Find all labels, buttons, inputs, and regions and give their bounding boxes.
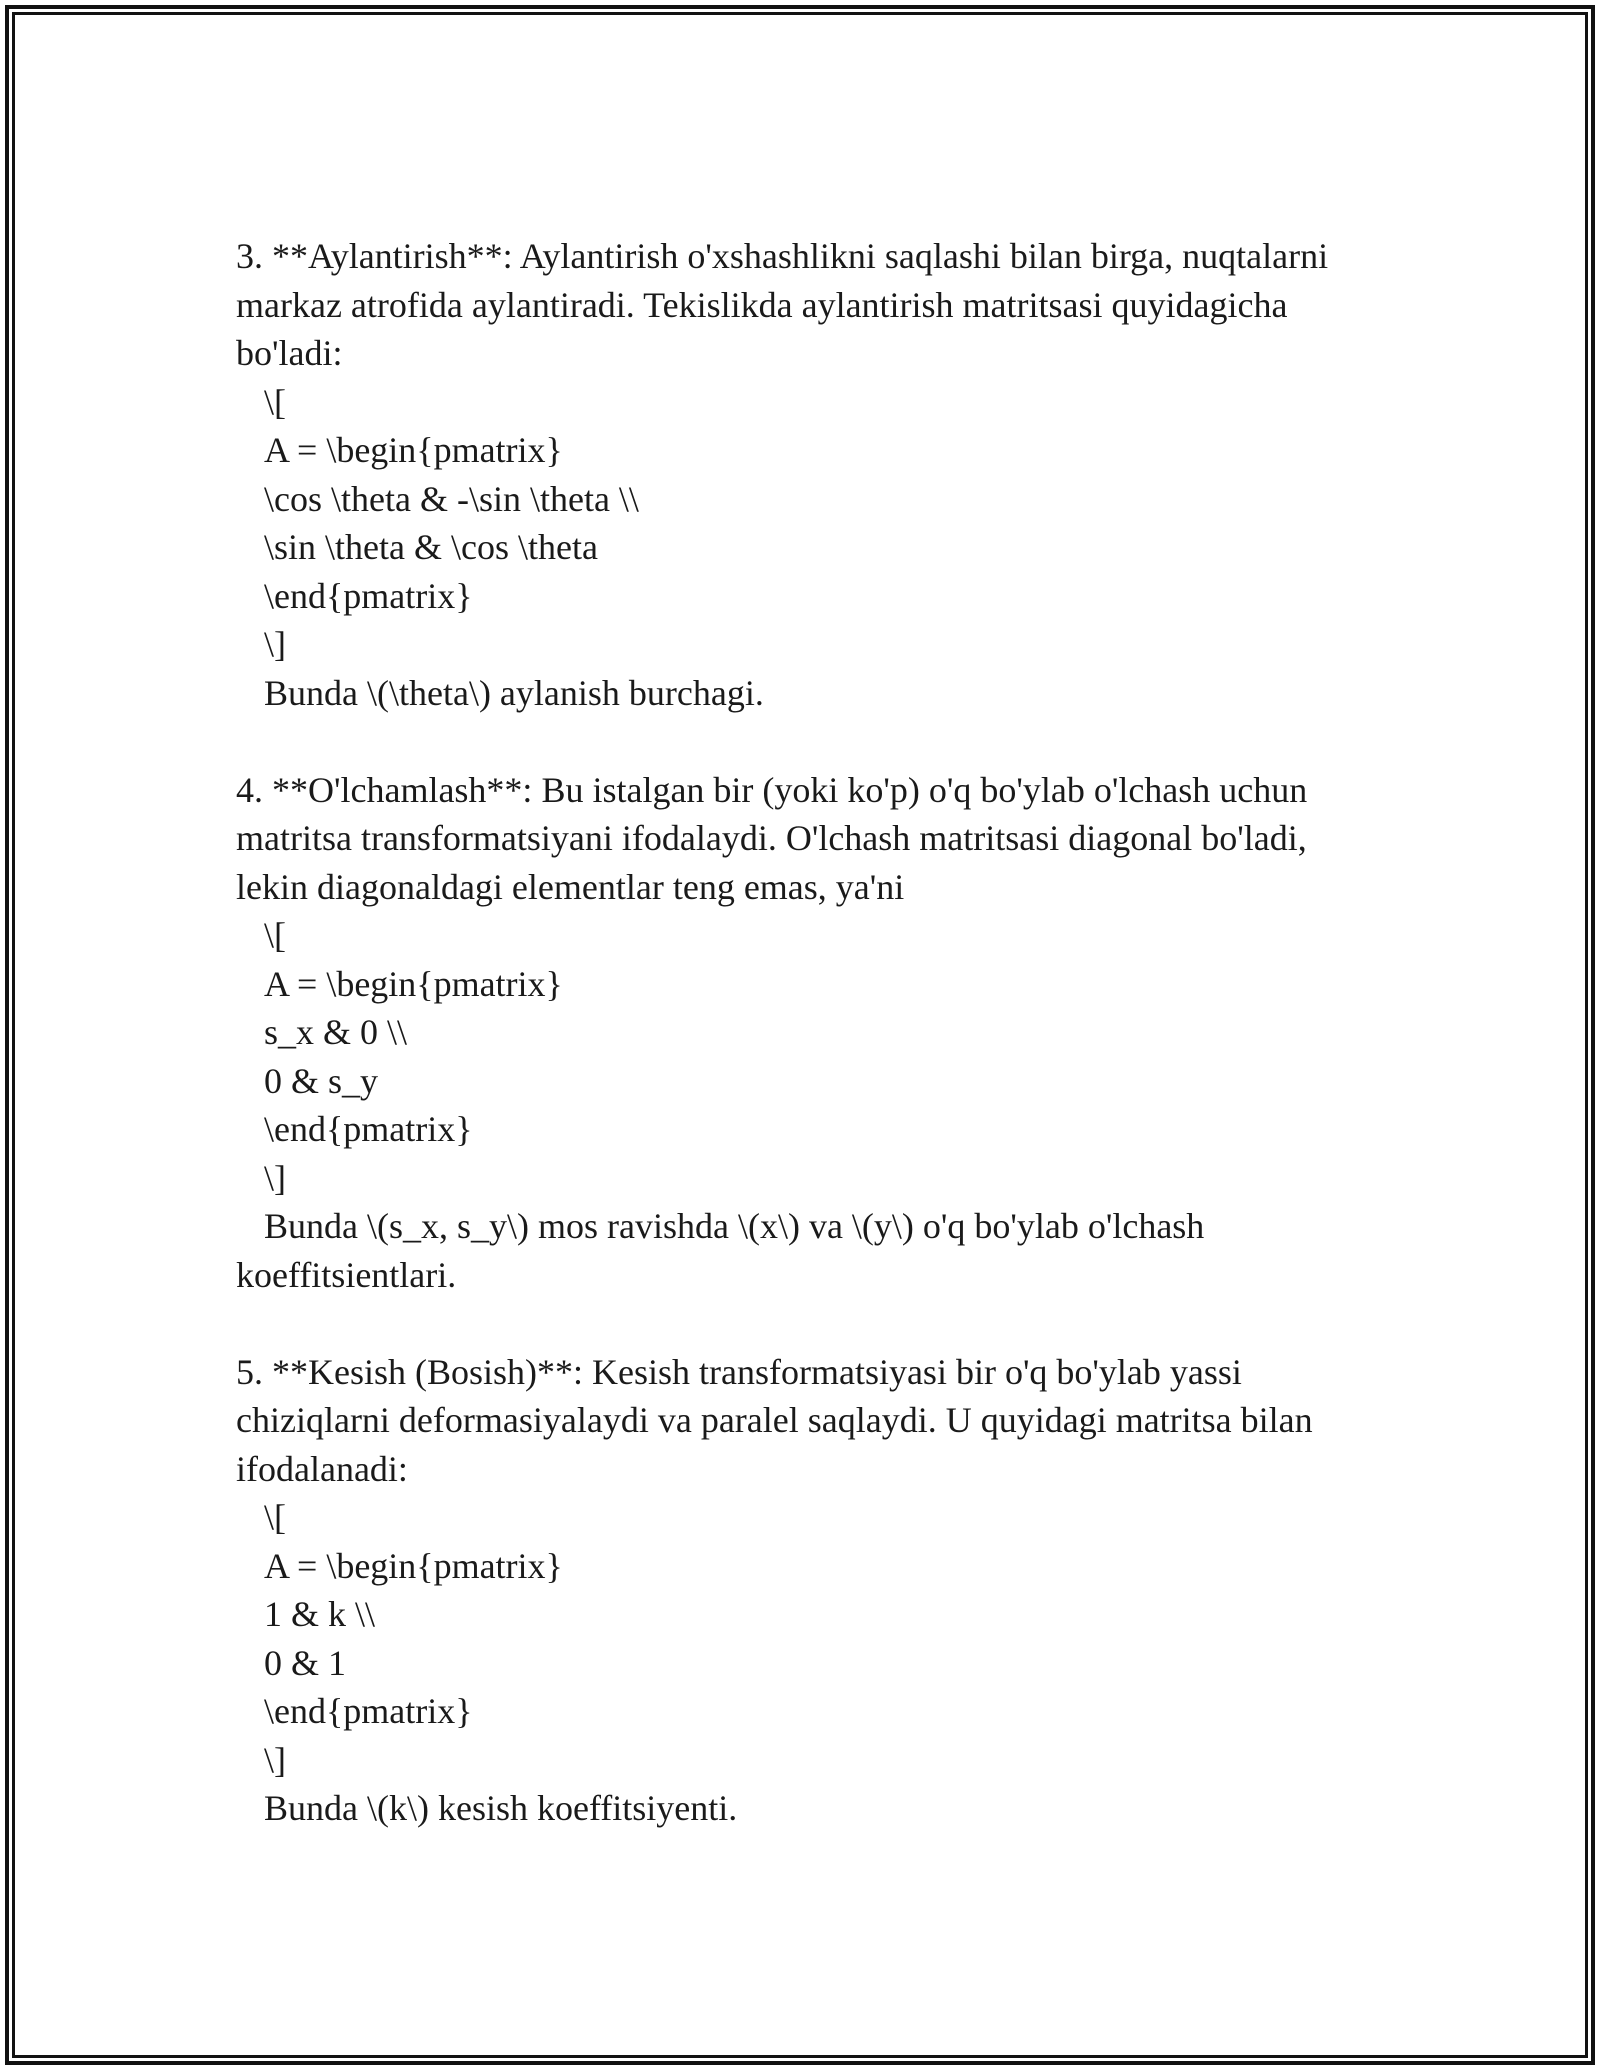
paragraph-line: ifodalanadi: bbox=[236, 1448, 408, 1489]
section-shear bbox=[236, 1348, 1376, 1833]
section-scaling bbox=[236, 766, 1376, 1300]
formula-line: \cos \theta & -\sin \theta \\ bbox=[264, 478, 639, 519]
document-body bbox=[236, 232, 1376, 1881]
formula-line: s_x & 0 \\ bbox=[264, 1012, 408, 1052]
paragraph-line: 3. **Aylantirish**: Aylantirish o'xshashlikni saqlashi bilan birga, nuqtalarni bbox=[236, 236, 1329, 276]
formula-line: \end{pmatrix} bbox=[264, 1691, 473, 1731]
paragraph-line: koeffitsientlari. bbox=[236, 1254, 457, 1295]
formula-line: A = \begin{pmatrix} bbox=[264, 963, 563, 1004]
formula-line: A = \begin{pmatrix} bbox=[264, 1545, 563, 1586]
paragraph-line: 4. **O'lchamlash**: Bu istalgan bir (yoki ko'p) o'q bo'ylab o'lchash uchun bbox=[236, 769, 1308, 810]
section-rotation bbox=[236, 232, 1376, 717]
formula-line: 0 & s_y bbox=[264, 1060, 379, 1101]
formula-line: \end{pmatrix} bbox=[264, 575, 473, 616]
formula-line: \[ bbox=[264, 381, 286, 422]
formula-explanation: Bunda \(k\) kesish koeffitsiyenti. bbox=[264, 1788, 738, 1828]
paragraph-line: bo'ladi: bbox=[236, 333, 343, 373]
paragraph-line: lekin diagonaldagi elementlar teng emas, ya'ni bbox=[236, 866, 905, 907]
formula-explanation: Bunda \(s_x, s_y\) mos ravishda \(x\) va \(y\) o'q bo'ylab o'lchash bbox=[264, 1206, 1205, 1246]
formula-line: \[ bbox=[264, 1497, 286, 1537]
formula-line: \] bbox=[264, 1739, 286, 1780]
paragraph-line: matritsa transformatsiyani ifodalaydi. O'lchash matritsasi diagonal bo'ladi, bbox=[236, 818, 1307, 858]
formula-line: \end{pmatrix} bbox=[264, 1109, 473, 1149]
formula-line: \] bbox=[264, 624, 286, 664]
formula-line: A = \begin{pmatrix} bbox=[264, 430, 563, 470]
formula-line: \sin \theta & \cos \theta bbox=[264, 527, 598, 567]
paragraph-line: chiziqlarni deformasiyalaydi va paralel saqlaydi. U quyidagi matritsa bilan bbox=[236, 1400, 1313, 1440]
formula-line: 0 & 1 bbox=[264, 1642, 347, 1683]
formula-line: \] bbox=[264, 1157, 286, 1198]
paragraph-line: markaz atrofida aylantiradi. Tekislikda aylantirish matritsasi quyidagicha bbox=[236, 284, 1288, 325]
formula-line: 1 & k \\ bbox=[264, 1594, 376, 1634]
formula-line: \[ bbox=[264, 915, 286, 955]
paragraph-line: 5. **Kesish (Bosish)**: Kesish transformatsiyasi bir o'q bo'ylab yassi bbox=[236, 1351, 1242, 1392]
formula-explanation: Bunda \(\theta\) aylanish burchagi. bbox=[264, 672, 764, 713]
